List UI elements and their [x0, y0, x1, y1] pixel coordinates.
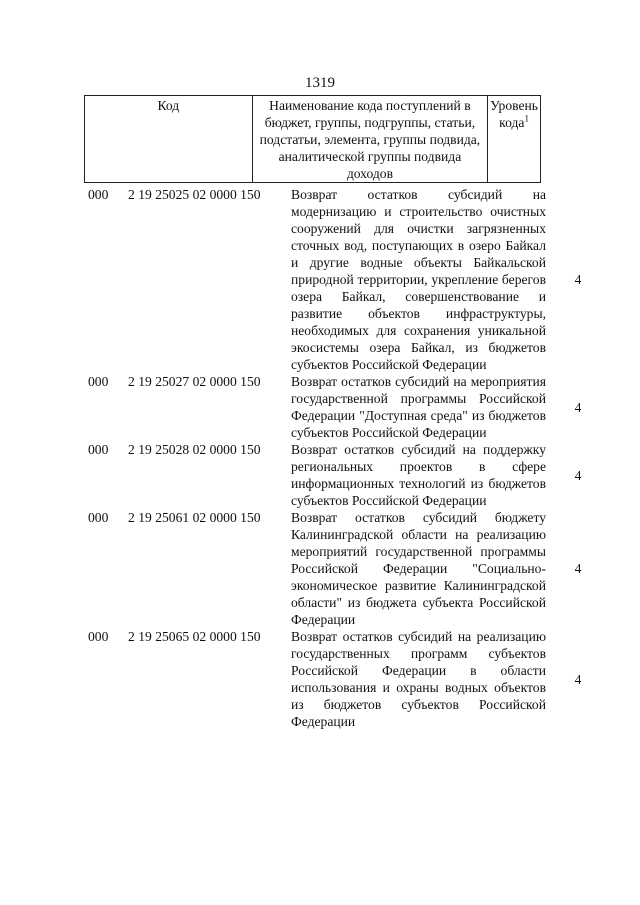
header-level-footnote: 1 — [524, 113, 529, 124]
table-header — [84, 95, 541, 183]
header-level: Уровень кода — [490, 98, 538, 130]
table-row — [84, 186, 582, 373]
code-level: 4 — [574, 561, 582, 576]
table-row — [84, 628, 582, 730]
table-row — [84, 373, 582, 441]
admin-code: 000 — [88, 510, 109, 525]
code-level: 4 — [574, 399, 582, 415]
code-level: 4 — [574, 467, 582, 483]
income-code: 2 19 25065 02 0000 150 — [128, 629, 261, 644]
code-level: 4 — [574, 671, 582, 687]
income-name: Возврат остатков субсидий на поддержку региональных проектов в сфере информационных технологий из бюджетов субъектов Российской Федерации — [291, 442, 546, 508]
admin-code: 000 — [88, 374, 109, 389]
header-level-cell — [488, 96, 541, 183]
income-code-rows — [84, 186, 582, 730]
income-name: Возврат остатков субсидий на реализацию государственных программ субъектов Российской Федерации в области использования и охраны водных объектов из бюджетов субъектов Российской Федерации — [291, 629, 546, 729]
income-name: Возврат остатков субсидий бюджету Калининградской области на реализацию мероприятий государственной программы Российской Федерации "Социально-экономическое развитие Калининградской области" из бюджета субъекта Российской Федерации — [291, 510, 546, 627]
page-number: 1319 — [305, 75, 335, 91]
admin-code: 000 — [88, 187, 109, 202]
income-code: 2 19 25027 02 0000 150 — [128, 374, 261, 389]
income-code: 2 19 25028 02 0000 150 — [128, 442, 261, 457]
income-name: Возврат остатков субсидий на модернизацию и строительство очистных сооружений для очистки загрязненных сточных вод, поступающих в озеро Байкал и другие водные объекты Байкальской природной территории, укрепление берегов озера Байкал, совершенствование и развитие объектов инфраструктуры, необходимых для сохранения уникальной экосистемы озера Байкал, из бюджетов субъектов Российской Федерации — [291, 187, 546, 372]
income-name: Возврат остатков субсидий на мероприятия государственной программы Российской Федерации "Доступная среда" из бюджетов субъектов Российской Федерации — [291, 374, 546, 440]
income-code: 2 19 25061 02 0000 150 — [128, 510, 261, 525]
table-row — [84, 509, 582, 628]
admin-code: 000 — [88, 629, 109, 644]
admin-code: 000 — [88, 442, 109, 457]
header-name: Наименование кода поступлений в бюджет, группы, подгруппы, статьи, подстатьи, элемента, группы подвида, аналитической группы подвида доходов — [252, 96, 487, 183]
code-level: 4 — [574, 272, 582, 287]
table-row — [84, 441, 582, 509]
income-code: 2 19 25025 02 0000 150 — [128, 187, 261, 202]
header-code: Код — [85, 96, 253, 183]
